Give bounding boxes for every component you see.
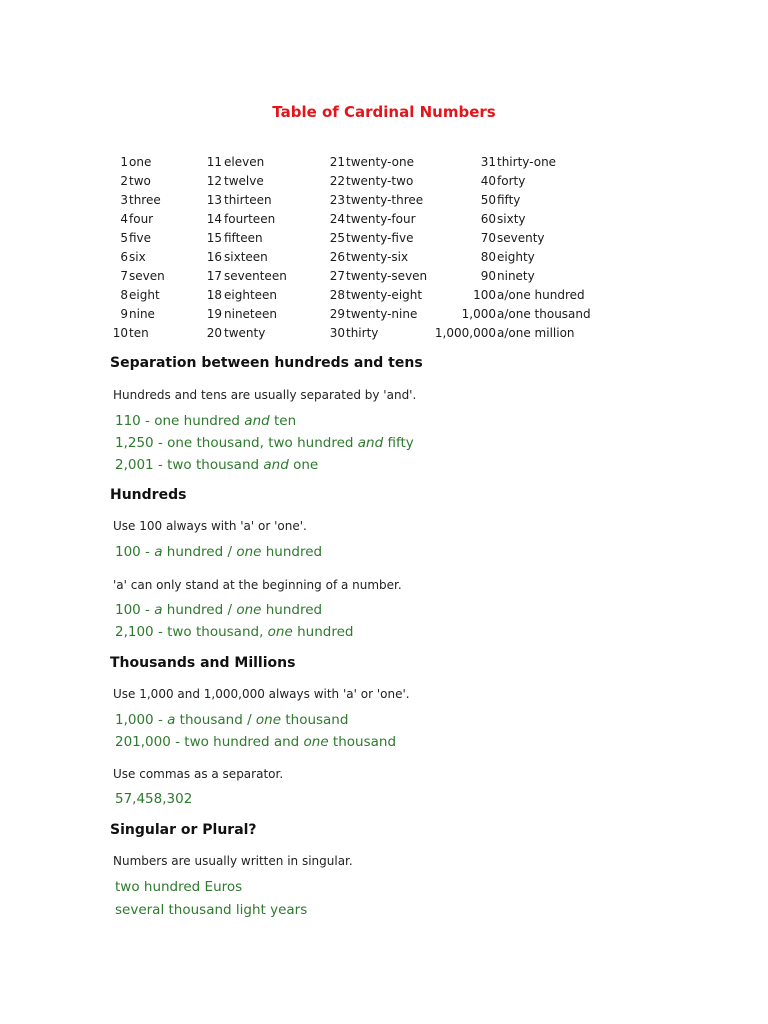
number-digit: 12 bbox=[206, 174, 222, 188]
number-word: twenty-four bbox=[346, 212, 416, 226]
number-word: a/one million bbox=[497, 326, 575, 340]
number-digit: 13 bbox=[206, 193, 222, 207]
number-word: four bbox=[129, 212, 154, 226]
number-word: twenty-one bbox=[346, 155, 414, 169]
number-digit: 22 bbox=[329, 174, 345, 188]
number-word: eighteen bbox=[224, 288, 278, 302]
table-row bbox=[0, 267, 768, 286]
cardinal-numbers-table bbox=[0, 153, 768, 345]
number-digit: 3 bbox=[120, 193, 128, 207]
number-digit: 1,000 bbox=[461, 307, 496, 321]
number-word: seven bbox=[129, 269, 165, 283]
number-word: seventy bbox=[497, 231, 545, 245]
number-word: thirteen bbox=[224, 193, 272, 207]
hundreds-example-1: 100 - a hundred / one hundred bbox=[115, 544, 323, 560]
table-row bbox=[0, 172, 768, 191]
number-digit: 10 bbox=[112, 326, 128, 340]
hundreds-text-1: Use 100 always with 'a' or 'one'. bbox=[113, 519, 307, 533]
number-digit: 7 bbox=[120, 269, 128, 283]
singular-text: Numbers are usually written in singular. bbox=[113, 854, 353, 868]
table-row bbox=[0, 229, 768, 248]
number-word: twenty-nine bbox=[346, 307, 418, 321]
number-word: fifteen bbox=[224, 231, 263, 245]
number-digit: 15 bbox=[206, 231, 222, 245]
separation-example-3: 2,001 - two thousand and one bbox=[115, 457, 319, 473]
separation-example-1: 110 - one hundred and ten bbox=[115, 413, 297, 429]
thousands-text-2: Use commas as a separator. bbox=[113, 767, 284, 781]
hundreds-text-2: 'a' can only stand at the beginning of a number. bbox=[113, 578, 402, 592]
table-row bbox=[0, 191, 768, 210]
number-word: eighty bbox=[497, 250, 535, 264]
number-word: twenty-eight bbox=[346, 288, 423, 302]
number-word: thirty-one bbox=[497, 155, 557, 169]
thousands-text-1: Use 1,000 and 1,000,000 always with 'a' or 'one'. bbox=[113, 687, 410, 701]
number-digit: 1 bbox=[120, 155, 128, 169]
section-heading-hundreds: Hundreds bbox=[110, 487, 187, 503]
hundreds-example-3: 2,100 - two thousand, one hundred bbox=[115, 624, 354, 640]
page-title: Table of Cardinal Numbers bbox=[272, 103, 496, 121]
section-heading-singular: Singular or Plural? bbox=[110, 822, 257, 838]
number-word: twenty bbox=[224, 326, 266, 340]
number-word: ten bbox=[129, 326, 149, 340]
table-row bbox=[0, 248, 768, 267]
number-word: fourteen bbox=[224, 212, 276, 226]
number-digit: 26 bbox=[329, 250, 345, 264]
number-digit: 100 bbox=[473, 288, 496, 302]
number-word: a/one thousand bbox=[497, 307, 591, 321]
number-word: seventeen bbox=[224, 269, 287, 283]
number-digit: 25 bbox=[329, 231, 345, 245]
number-digit: 18 bbox=[206, 288, 222, 302]
number-word: nineteen bbox=[224, 307, 278, 321]
number-word: eleven bbox=[224, 155, 265, 169]
number-word: one bbox=[129, 155, 152, 169]
number-digit: 6 bbox=[120, 250, 128, 264]
singular-example-2: several thousand light years bbox=[115, 902, 308, 918]
number-digit: 27 bbox=[329, 269, 345, 283]
number-digit: 4 bbox=[120, 212, 128, 226]
number-digit: 2 bbox=[120, 174, 128, 188]
number-digit: 14 bbox=[206, 212, 222, 226]
number-digit: 30 bbox=[329, 326, 345, 340]
number-word: forty bbox=[497, 174, 526, 188]
number-digit: 50 bbox=[480, 193, 496, 207]
number-word: ninety bbox=[497, 269, 535, 283]
number-digit: 24 bbox=[329, 212, 345, 226]
number-digit: 9 bbox=[120, 307, 128, 321]
number-digit: 60 bbox=[480, 212, 496, 226]
table-row bbox=[0, 324, 768, 343]
table-row bbox=[0, 153, 768, 172]
table-row bbox=[0, 286, 768, 305]
number-digit: 1,000,000 bbox=[434, 326, 496, 340]
number-word: twenty-five bbox=[346, 231, 414, 245]
number-word: twenty-three bbox=[346, 193, 424, 207]
number-word: sixteen bbox=[224, 250, 268, 264]
number-word: six bbox=[129, 250, 146, 264]
number-word: twelve bbox=[224, 174, 264, 188]
separation-text: Hundreds and tens are usually separated by 'and'. bbox=[113, 388, 417, 402]
number-digit: 20 bbox=[206, 326, 222, 340]
number-digit: 23 bbox=[329, 193, 345, 207]
number-digit: 70 bbox=[480, 231, 496, 245]
number-word: twenty-six bbox=[346, 250, 409, 264]
thousands-example-1: 1,000 - a thousand / one thousand bbox=[115, 712, 349, 728]
number-word: two bbox=[129, 174, 151, 188]
number-digit: 90 bbox=[480, 269, 496, 283]
number-word: nine bbox=[129, 307, 155, 321]
number-word: five bbox=[129, 231, 152, 245]
number-digit: 21 bbox=[329, 155, 345, 169]
number-word: a/one hundred bbox=[497, 288, 585, 302]
number-word: sixty bbox=[497, 212, 526, 226]
thousands-example-2: 201,000 - two hundred and one thousand bbox=[115, 734, 397, 750]
number-digit: 80 bbox=[480, 250, 496, 264]
number-digit: 8 bbox=[120, 288, 128, 302]
number-digit: 31 bbox=[480, 155, 496, 169]
thousands-example-3: 57,458,302 bbox=[115, 791, 193, 807]
number-word: twenty-seven bbox=[346, 269, 428, 283]
section-heading-thousands: Thousands and Millions bbox=[110, 655, 296, 671]
table-row bbox=[0, 210, 768, 229]
section-heading-separation: Separation between hundreds and tens bbox=[110, 355, 423, 371]
number-digit: 28 bbox=[329, 288, 345, 302]
number-digit: 5 bbox=[120, 231, 128, 245]
hundreds-example-2: 100 - a hundred / one hundred bbox=[115, 602, 323, 618]
number-digit: 29 bbox=[329, 307, 345, 321]
number-word: fifty bbox=[497, 193, 521, 207]
number-word: eight bbox=[129, 288, 160, 302]
number-digit: 16 bbox=[206, 250, 222, 264]
number-digit: 40 bbox=[480, 174, 496, 188]
number-digit: 19 bbox=[206, 307, 222, 321]
table-row bbox=[0, 305, 768, 324]
number-digit: 11 bbox=[206, 155, 222, 169]
number-word: thirty bbox=[346, 326, 379, 340]
separation-example-2: 1,250 - one thousand, two hundred and fifty bbox=[115, 435, 414, 451]
number-word: twenty-two bbox=[346, 174, 414, 188]
singular-example-1: two hundred Euros bbox=[115, 879, 243, 895]
number-digit: 17 bbox=[206, 269, 222, 283]
number-word: three bbox=[129, 193, 161, 207]
